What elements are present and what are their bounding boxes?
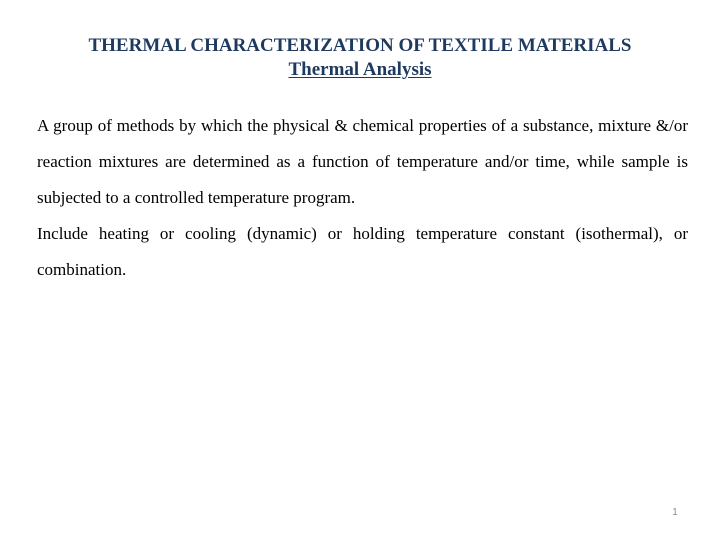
slide-body xyxy=(37,108,688,288)
body-paragraph-2: Include heating or cooling (dynamic) or holding temperature constant (isothermal), or combination. xyxy=(37,224,688,279)
slide-subtitle: Thermal Analysis xyxy=(288,59,432,80)
slide-title: THERMAL CHARACTERIZATION OF TEXTILE MATERIALS xyxy=(88,35,632,56)
page-number: 1 xyxy=(672,507,678,518)
title-block xyxy=(20,34,700,82)
body-paragraph-1: A group of methods by which the physical & chemical properties of a substance, mixture &/or reaction mixtures are determined as a function of temperature and/or time, while sample is subjected to a controlled temperature program. xyxy=(37,116,688,207)
